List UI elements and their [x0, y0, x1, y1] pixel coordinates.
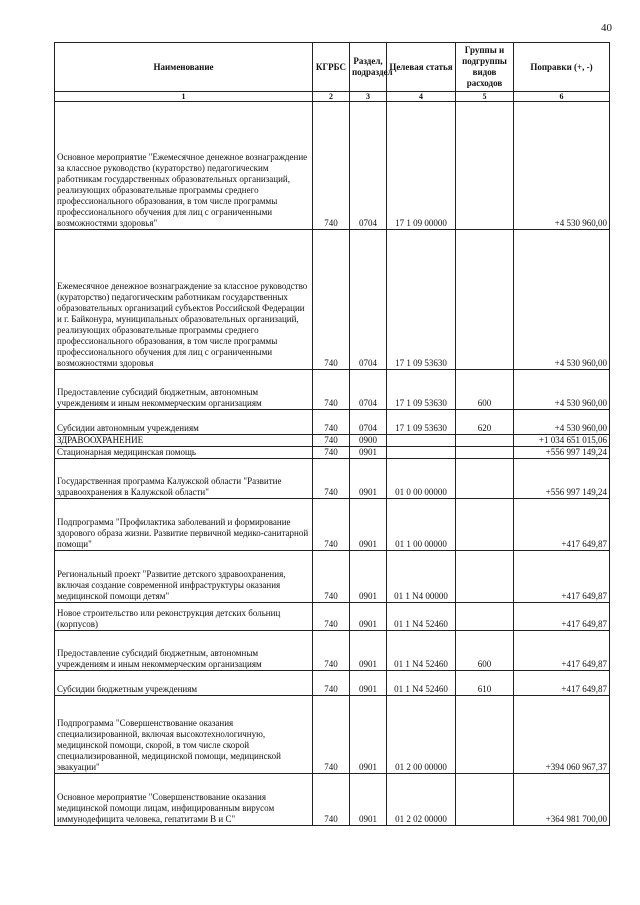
row-group	[456, 603, 514, 631]
table-row	[55, 551, 610, 603]
row-section: 0901	[350, 603, 387, 631]
row-group	[456, 459, 514, 499]
table-row	[55, 435, 610, 447]
row-target	[387, 447, 456, 459]
header-name: Наименование	[55, 43, 313, 92]
row-target: 01 0 00 00000	[387, 459, 456, 499]
row-group	[456, 551, 514, 603]
row-amount: +394 060 967,37	[514, 696, 610, 774]
row-group	[456, 774, 514, 826]
row-section: 0704	[350, 230, 387, 370]
header-section: Раздел, подраздел	[350, 43, 387, 92]
row-target: 01 1 N4 52460	[387, 631, 456, 671]
row-section: 0901	[350, 631, 387, 671]
header-amendments: Поправки (+, -)	[514, 43, 610, 92]
row-name: Новое строительство или реконструкция детских больниц (корпусов)	[55, 603, 313, 631]
row-target: 01 1 N4 52460	[387, 603, 456, 631]
table-row	[55, 102, 610, 230]
column-number: 4	[387, 92, 456, 102]
row-amount: +417 649,87	[514, 499, 610, 551]
row-kgrbs: 740	[313, 671, 350, 696]
table-row	[55, 671, 610, 696]
row-amount: +556 997 149,24	[514, 447, 610, 459]
row-amount: +556 997 149,24	[514, 459, 610, 499]
row-amount: +4 530 960,00	[514, 410, 610, 435]
row-group	[456, 447, 514, 459]
row-section: 0704	[350, 410, 387, 435]
row-section: 0900	[350, 435, 387, 447]
row-kgrbs: 740	[313, 459, 350, 499]
row-kgrbs: 740	[313, 631, 350, 671]
row-name: Предоставление субсидий бюджетным, автономным учреждениям и иным некоммерческим организациям	[55, 631, 313, 671]
row-section: 0704	[350, 102, 387, 230]
row-group: 600	[456, 631, 514, 671]
row-name: Основное мероприятие "Ежемесячное денежное вознаграждение за классное руководство (кураторство) педагогическим работникам государственных образовательных организаций, реализующих образовательные программы среднего профессионального образования, в том числе программы профессионального обучения для лиц с ограниченными возможностями здоровья"	[55, 102, 313, 230]
row-section: 0901	[350, 774, 387, 826]
header-groups: Группы и подгруппы видов расходов	[456, 43, 514, 92]
row-section: 0901	[350, 696, 387, 774]
row-kgrbs: 740	[313, 230, 350, 370]
row-group: 600	[456, 370, 514, 410]
row-name: Основное мероприятие "Совершенствование оказания медицинской помощи лицам, инфицированным вирусом иммунодефицита человека, гепатитами В и С"	[55, 774, 313, 826]
row-group	[456, 499, 514, 551]
row-amount: +4 530 960,00	[514, 370, 610, 410]
row-name: Ежемесячное денежное вознаграждение за классное руководство (кураторство) педагогическим работникам государственных образовательных организаций субъектов Российской Федерации и г. Байконура, муниципальных образовательных организаций, реализующих образовательные программы среднего профессионального образования, в том числе программы профессионального обучения для лиц с ограниченными возможностями здоровья	[55, 230, 313, 370]
row-amount: +417 649,87	[514, 551, 610, 603]
row-target: 01 2 02 00000	[387, 774, 456, 826]
header-target: Целевая статья	[387, 43, 456, 92]
row-amount: +4 530 960,00	[514, 230, 610, 370]
row-amount: +417 649,87	[514, 671, 610, 696]
row-amount: +4 530 960,00	[514, 102, 610, 230]
row-group	[456, 696, 514, 774]
row-target: 01 1 00 00000	[387, 499, 456, 551]
budget-table	[54, 42, 610, 826]
row-group: 610	[456, 671, 514, 696]
row-group	[456, 435, 514, 447]
header-row	[55, 43, 610, 92]
row-name: Подпрограмма "Профилактика заболеваний и формирование здорового образа жизни. Развитие первичной медико-санитарной помощи"	[55, 499, 313, 551]
row-kgrbs: 740	[313, 410, 350, 435]
column-number: 3	[350, 92, 387, 102]
table-row	[55, 230, 610, 370]
header-kgrbs: КГРБС	[313, 43, 350, 92]
row-target: 17 1 09 53630	[387, 230, 456, 370]
row-target: 17 1 09 53630	[387, 410, 456, 435]
row-kgrbs: 740	[313, 696, 350, 774]
row-name: Предоставление субсидий бюджетным, автономным учреждениям и иным некоммерческим организациям	[55, 370, 313, 410]
row-kgrbs: 740	[313, 603, 350, 631]
table-row	[55, 774, 610, 826]
row-name: Стационарная медицинская помощь	[55, 447, 313, 459]
row-amount: +417 649,87	[514, 603, 610, 631]
column-number: 5	[456, 92, 514, 102]
row-amount: +1 034 651 015,06	[514, 435, 610, 447]
row-name: Подпрограмма "Совершенствование оказания специализированной, включая высокотехнологичную, медицинской помощи, скорой, в том числе скорой специализированной, медицинской помощи, медицинской эвакуации"	[55, 696, 313, 774]
column-number: 1	[55, 92, 313, 102]
row-section: 0901	[350, 551, 387, 603]
row-name: Региональный проект "Развитие детского здравоохранения, включая создание современной инфраструктуры оказания медицинской помощи детям"	[55, 551, 313, 603]
row-name: Государственная программа Калужской области "Развитие здравоохранения в Калужской области"	[55, 459, 313, 499]
row-target: 17 1 09 00000	[387, 102, 456, 230]
row-target: 01 2 00 00000	[387, 696, 456, 774]
table-row	[55, 631, 610, 671]
table-row	[55, 447, 610, 459]
row-name: ЗДРАВООХРАНЕНИЕ	[55, 435, 313, 447]
row-kgrbs: 740	[313, 774, 350, 826]
table-row	[55, 696, 610, 774]
page-number: 40	[601, 22, 612, 34]
row-section: 0704	[350, 370, 387, 410]
row-group	[456, 230, 514, 370]
row-target: 17 1 09 53630	[387, 370, 456, 410]
table-row	[55, 459, 610, 499]
row-group: 620	[456, 410, 514, 435]
table-row	[55, 603, 610, 631]
row-kgrbs: 740	[313, 435, 350, 447]
row-target	[387, 435, 456, 447]
column-number: 2	[313, 92, 350, 102]
row-target: 01 1 N4 52460	[387, 671, 456, 696]
row-kgrbs: 740	[313, 370, 350, 410]
row-kgrbs: 740	[313, 499, 350, 551]
row-name: Субсидии автономным учреждениям	[55, 410, 313, 435]
row-kgrbs: 740	[313, 551, 350, 603]
row-group	[456, 102, 514, 230]
table-row	[55, 370, 610, 410]
column-number-row	[55, 92, 610, 102]
table-row	[55, 410, 610, 435]
row-amount: +364 981 700,00	[514, 774, 610, 826]
row-section: 0901	[350, 499, 387, 551]
row-section: 0901	[350, 459, 387, 499]
row-name: Субсидии бюджетным учреждениям	[55, 671, 313, 696]
row-target: 01 1 N4 00000	[387, 551, 456, 603]
table-row	[55, 499, 610, 551]
row-kgrbs: 740	[313, 102, 350, 230]
row-kgrbs: 740	[313, 447, 350, 459]
row-amount: +417 649,87	[514, 631, 610, 671]
row-section: 0901	[350, 671, 387, 696]
row-section: 0901	[350, 447, 387, 459]
column-number: 6	[514, 92, 610, 102]
